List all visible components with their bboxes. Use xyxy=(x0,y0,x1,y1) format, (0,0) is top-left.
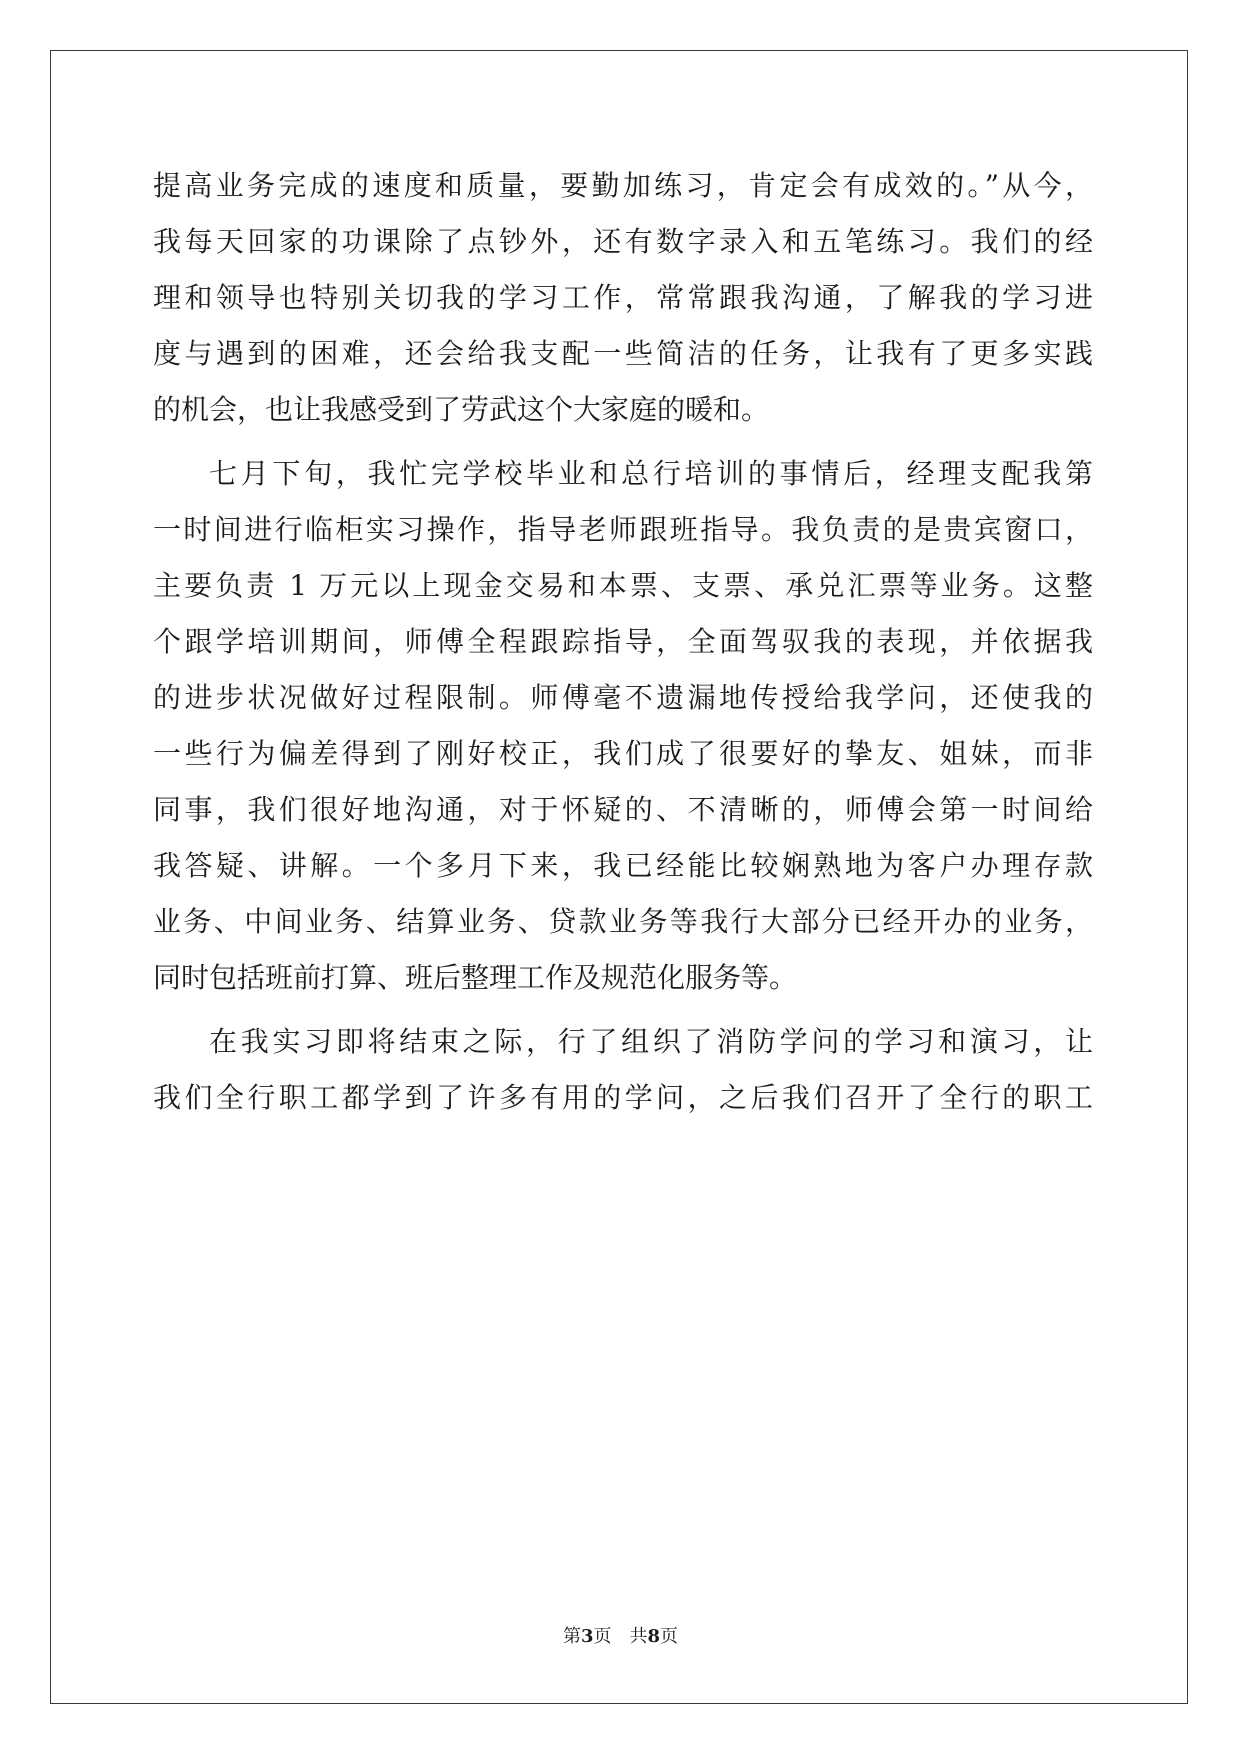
text-line: 七月下旬，我忙完学校毕业和总行培训的事情后，经理支配我第 xyxy=(209,457,1093,490)
text-line: 业务、中间业务、结算业务、贷款业务等我行大部分已经开办的业务， xyxy=(153,905,1093,938)
text-line: 理和领导也特别关切我的学习工作，常常跟我沟通，了解我的学习进 xyxy=(153,281,1093,314)
text-line: 个跟学培训期间，师傅全程跟踪指导，全面驾驭我的表现，并依据我 xyxy=(153,625,1093,658)
text-line: 在我实习即将结束之际，行了组织了消防学问的学习和演习，让 xyxy=(209,1025,1093,1058)
page-footer xyxy=(0,1625,1241,1649)
text-line: 的进步状况做好过程限制。师傅毫不遗漏地传授给我学问，还使我的 xyxy=(153,681,1093,714)
total-pages-number: 8 xyxy=(647,1626,661,1647)
text-line: 我每天回家的功课除了点钞外，还有数字录入和五笔练习。我们的经 xyxy=(153,225,1093,258)
text-line: 同事，我们很好地沟通，对于怀疑的、不清晰的，师傅会第一时间给 xyxy=(153,793,1093,826)
text-line: 一时间进行临柜实习操作，指导老师跟班指导。我负责的是贵宾窗口， xyxy=(153,513,1093,546)
text-line: 我们全行职工都学到了许多有用的学问，之后我们召开了全行的职工 xyxy=(153,1081,1093,1114)
footer-total-suffix: 页 xyxy=(660,1626,679,1647)
document-body xyxy=(153,158,1093,1126)
text-line: 主要负责 1 万元以上现金交易和本票、支票、承兑汇票等业务。这整 xyxy=(153,569,1093,602)
footer-prefix: 第 xyxy=(562,1626,581,1647)
text-line: 一些行为偏差得到了刚好校正，我们成了很要好的挚友、姐妹，而非 xyxy=(153,737,1093,770)
paragraph-3 xyxy=(153,1014,1093,1126)
text-line: 同时包括班前打算、班后整理工作及规范化服务等。 xyxy=(153,961,798,994)
current-page-number: 3 xyxy=(580,1626,594,1647)
paragraph-2 xyxy=(153,446,1093,1006)
text-line: 提高业务完成的速度和质量，要勤加练习，肯定会有成效的。”从今， xyxy=(153,169,1093,202)
paragraph-1 xyxy=(153,158,1093,438)
footer-page-suffix: 页 xyxy=(593,1626,612,1647)
text-line: 度与遇到的困难，还会给我支配一些简洁的任务，让我有了更多实践 xyxy=(153,337,1093,370)
text-line: 我答疑、讲解。一个多月下来，我已经能比较娴熟地为客户办理存款 xyxy=(153,849,1093,882)
text-line: 的机会，也让我感受到了劳武这个大家庭的暖和。 xyxy=(153,393,770,426)
footer-total-prefix: 共 xyxy=(629,1626,648,1647)
